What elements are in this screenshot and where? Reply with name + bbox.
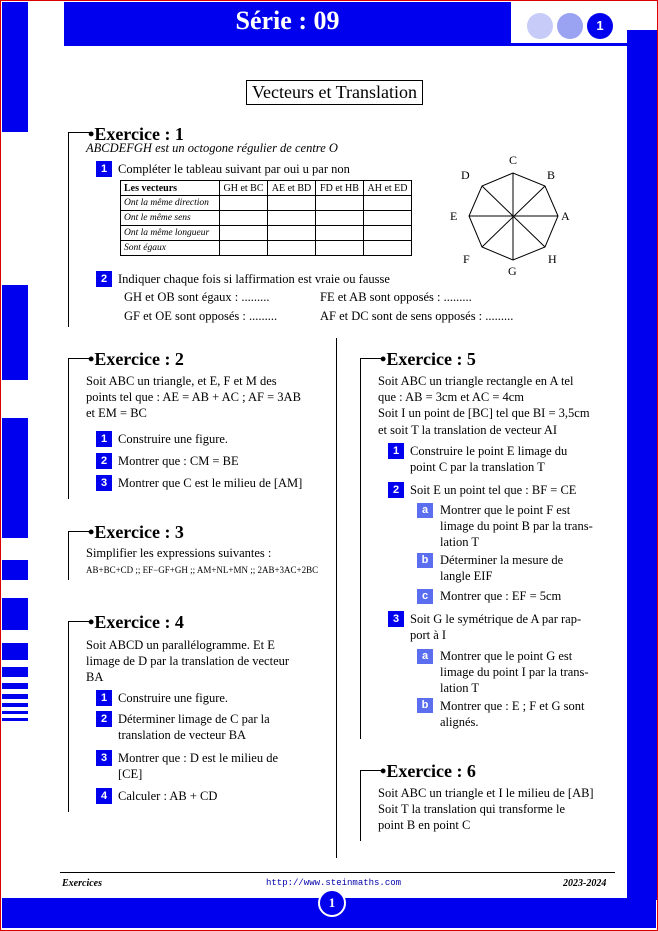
ex1-title: •Exercice : 1 <box>88 124 184 144</box>
ex1-q2-text: Indiquer chaque fois si laffirmation est vraie ou fausse <box>118 272 390 286</box>
ex5-q1-number: 1 <box>388 443 404 459</box>
ex2-item-number: 3 <box>96 475 112 491</box>
left-block <box>2 285 28 380</box>
ex4-item-text: translation de vecteur BA <box>118 728 247 742</box>
ex5-q2-sub-text: limage du point B par la trans- <box>440 519 593 533</box>
ex6-text: point B en point C <box>378 818 471 832</box>
ex6-text: Soit T la translation qui transforme le <box>378 802 566 816</box>
ex5-q2-text: Soit E un point tel que : BF = CE <box>410 483 577 497</box>
chapter-title: Vecteurs et Translation <box>246 80 423 105</box>
table-cell[interactable] <box>316 211 364 226</box>
page-title: Série : 09 <box>235 6 340 35</box>
ex4-item-number: 1 <box>96 690 112 706</box>
table-row-label: Sont égaux <box>121 241 220 256</box>
ex5-q3-sub-text: alignés. <box>440 715 479 729</box>
right-margin-bar <box>627 30 657 900</box>
octagon-label-c: C <box>509 153 518 167</box>
ex2-item-number: 1 <box>96 431 112 447</box>
table-cell[interactable] <box>268 196 316 211</box>
ex5-intro: et soit T la translation de vecteur AI <box>378 423 558 437</box>
ex4-intro: BA <box>86 670 104 684</box>
octagon-label-a: A <box>561 209 570 223</box>
ex5-intro: Soit I un point de [BC] tel que BI = 3,5cm <box>378 406 590 420</box>
ex5-q3-sub-letter: a <box>417 649 433 664</box>
decor-circle-2 <box>557 13 583 39</box>
ex5-q3-sub-text: Montrer que le point G est <box>440 649 573 663</box>
ex4-title: •Exercice : 4 <box>88 612 184 632</box>
ex1-q2-item: GF et OE sont opposés : ......... <box>124 309 278 323</box>
table-row <box>121 226 412 241</box>
footer-left: Exercices <box>62 878 102 889</box>
left-block <box>2 718 28 721</box>
table-header-row <box>121 181 412 196</box>
table-cell[interactable] <box>364 226 412 241</box>
ex5-q3-sub-text: limage du point I par la trans- <box>440 665 589 679</box>
ex5-intro: que : AB = 3cm et AC = 4cm <box>378 390 525 404</box>
header-rule <box>64 43 627 46</box>
octagon-label-g: G <box>508 264 517 278</box>
ex5-q2-sub-text: Déterminer la mesure de <box>440 553 564 567</box>
ex5-q3-sub-letter: b <box>417 698 433 713</box>
table-cell[interactable] <box>268 211 316 226</box>
ex5-q3-text: port à I <box>410 628 447 642</box>
footer-url[interactable]: http://www.steinmaths.com <box>266 878 402 888</box>
ex5-q3-sub-text: Montrer que : E ; F et G sont <box>440 699 585 713</box>
ex5-q1-text: point C par la translation T <box>410 460 545 474</box>
table-cell[interactable] <box>220 196 268 211</box>
decor-circle-1 <box>527 13 553 39</box>
table-row <box>121 211 412 226</box>
ex4-item-number: 2 <box>96 711 112 727</box>
ex5-q2-sub-text: langle EIF <box>440 569 493 583</box>
table-header: Les vecteurs <box>121 181 220 196</box>
page-badge <box>587 13 613 39</box>
table-cell[interactable] <box>316 226 364 241</box>
ex4-item-text: [CE] <box>118 767 143 781</box>
ex2-item-text: Montrer que : CM = BE <box>118 454 239 468</box>
table-header: AH et ED <box>364 181 412 196</box>
ex4-item-text: Déterminer limage de C par la <box>118 712 270 726</box>
octagon-label-d: D <box>461 168 470 182</box>
octagon-figure <box>450 150 575 280</box>
ex5-q2-sub-letter: b <box>417 553 433 568</box>
table-row-label: Ont la même longueur <box>121 226 220 241</box>
table-cell[interactable] <box>220 211 268 226</box>
table-cell[interactable] <box>364 196 412 211</box>
ex5-q1-text: Construire le point E limage du <box>410 444 568 458</box>
ex2-intro: et EM = BC <box>86 406 147 420</box>
ex3-expressions: AB+BC+CD ;; EF−GF+GH ;; AM+NL+MN ;; 2AB+3AC+2BC <box>86 565 319 575</box>
left-block <box>2 703 28 707</box>
ex4-intro: Soit ABCD un parallélogramme. Et E <box>86 638 275 652</box>
ex4-intro: limage de D par la translation de vecteur <box>86 654 290 668</box>
table-header: FD et HB <box>316 181 364 196</box>
page-number: 1 <box>318 889 346 917</box>
ex5-q2-sub-letter: c <box>417 589 433 604</box>
left-block <box>2 643 28 660</box>
ex1-q2-number: 2 <box>96 271 112 287</box>
ex2-intro: points tel que : AE = AB + AC ; AF = 3AB <box>86 390 301 404</box>
left-block <box>2 418 28 538</box>
ex2-title: •Exercice : 2 <box>88 349 184 369</box>
ex5-title: •Exercice : 5 <box>380 349 476 369</box>
ex2-item-number: 2 <box>96 453 112 469</box>
table-row-label: Ont la même direction <box>121 196 220 211</box>
ex1-q2-item: FE et AB sont opposés : ......... <box>320 290 472 304</box>
ex4-item-text: Montrer que : D est le milieu de <box>118 751 279 765</box>
ex3-title: •Exercice : 3 <box>88 522 184 542</box>
ex1-intro: ABCDEFGH est un octogone régulier de centre O <box>86 141 338 155</box>
left-block <box>2 560 28 580</box>
octagon-label-f: F <box>463 252 470 266</box>
ex5-q2-sub-text: Montrer que : EF = 5cm <box>440 589 562 603</box>
footer-right: 2023-2024 <box>563 878 607 889</box>
ex5-q3-text: Soit G le symétrique de A par rap- <box>410 612 582 626</box>
left-block <box>2 2 28 132</box>
footer-rule <box>60 872 615 873</box>
ex5-intro: Soit ABC un triangle rectangle en A tel <box>378 374 574 388</box>
ex1-q2-item: GH et OB sont égaux : ......... <box>124 290 270 304</box>
left-block <box>2 694 28 699</box>
ex2-item-text: Montrer que C est le milieu de [AM] <box>118 476 303 490</box>
ex5-q3-sub-text: lation T <box>440 681 480 695</box>
ex5-q2-sub-letter: a <box>417 503 433 518</box>
page-badge-label: 1 <box>596 18 604 33</box>
table-cell[interactable] <box>364 241 412 256</box>
ex1-table <box>120 180 412 256</box>
ex4-item-number: 3 <box>96 750 112 766</box>
ex3-intro: Simplifier les expressions suivantes : <box>86 546 272 560</box>
table-cell[interactable] <box>268 226 316 241</box>
octagon-label-b: B <box>547 168 556 182</box>
ex1-q1-number: 1 <box>96 161 112 177</box>
octagon-label-e: E <box>450 209 458 223</box>
table-row <box>121 196 412 211</box>
ex2-item-text: Construire une figure. <box>118 432 229 446</box>
table-cell[interactable] <box>316 241 364 256</box>
table-cell[interactable] <box>268 241 316 256</box>
left-block <box>2 683 28 689</box>
ex1-q2-item: AF et DC sont de sens opposés : ......... <box>320 309 514 323</box>
column-separator <box>336 338 337 858</box>
table-cell[interactable] <box>220 226 268 241</box>
ex5-q3-number: 3 <box>388 611 404 627</box>
table-row <box>121 241 412 256</box>
table-header: AE et BD <box>268 181 316 196</box>
ex5-q2-sub-text: lation T <box>440 535 480 549</box>
left-block <box>2 711 28 714</box>
left-block <box>2 598 28 630</box>
ex5-q2-sub-text: Montrer que le point F est <box>440 503 571 517</box>
ex6-text: Soit ABC un triangle et I le milieu de [AB] <box>378 786 594 800</box>
table-cell[interactable] <box>220 241 268 256</box>
ex4-item-number: 4 <box>96 788 112 804</box>
table-header: GH et BC <box>220 181 268 196</box>
ex2-intro: Soit ABC un triangle, et E, F et M des <box>86 374 277 388</box>
ex4-item-text: Construire une figure. <box>118 691 229 705</box>
table-cell[interactable] <box>316 196 364 211</box>
left-block <box>2 667 28 677</box>
ex1-q1-text: Compléter le tableau suivant par oui u par non <box>118 162 350 176</box>
ex6-title: •Exercice : 6 <box>380 761 476 781</box>
ex4-item-text: Calculer : AB + CD <box>118 789 218 803</box>
table-cell[interactable] <box>364 211 412 226</box>
octagon-label-h: H <box>548 252 557 266</box>
table-row-label: Ont le même sens <box>121 211 220 226</box>
ex5-q2-number: 2 <box>388 482 404 498</box>
ex1-bracket <box>68 132 91 327</box>
